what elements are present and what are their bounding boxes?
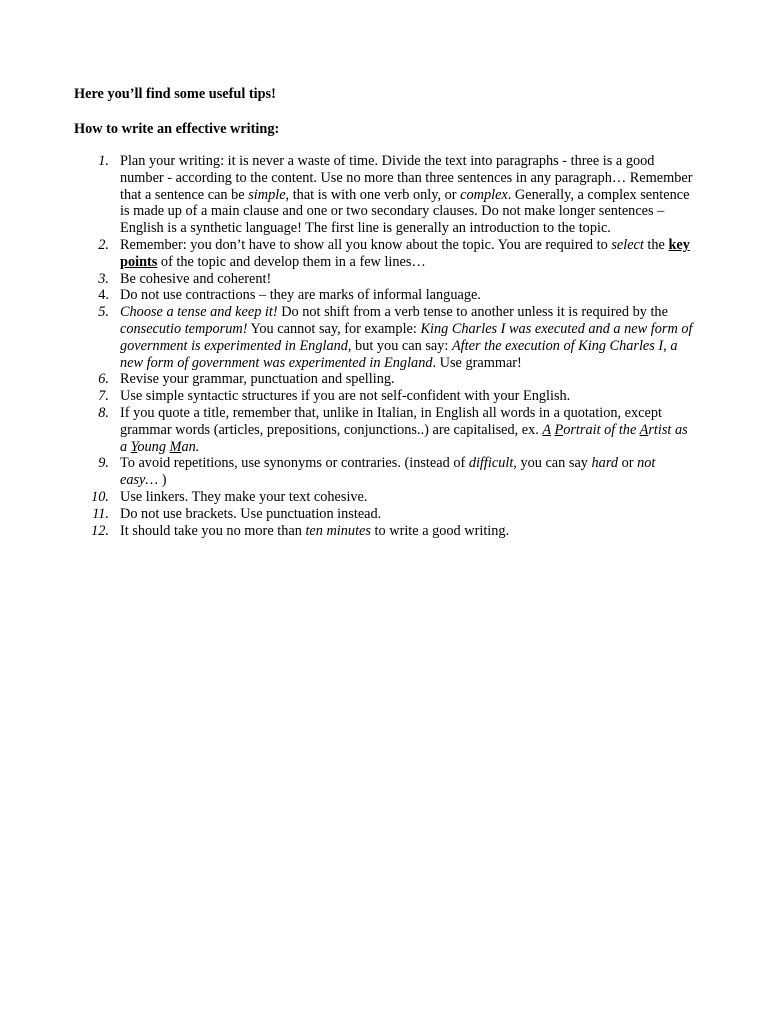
tip-text: Plan your writing: it is never a waste of time. Divide the text into paragraphs - three is a good number - according to the content. Use no more than three sentences in any paragraph… Remember that a sentence can be [120, 153, 693, 203]
tip-text: or [618, 455, 638, 472]
italic-text: A [542, 421, 551, 438]
tip-number: 9. [98, 455, 109, 472]
tip-text: Remember: you don’t have to show all you know about the topic. You are required to [120, 236, 612, 253]
tip-text: Revise your grammar, punctuation and spelling. [120, 371, 395, 388]
italic-text: P [554, 421, 564, 438]
italic-text: oung [137, 438, 170, 455]
tip-number: 7. [98, 388, 109, 405]
tip-number: 6. [98, 371, 109, 388]
tip-text: Do not shift from a verb tense to another unless it is required by the [277, 304, 668, 321]
tip-item [74, 523, 696, 540]
tip-item [74, 304, 696, 371]
italic-text: Y [130, 438, 138, 455]
italic-text: rtist as a [120, 421, 688, 455]
tips-list [74, 153, 696, 539]
italic-text: ten minutes [305, 522, 371, 539]
italic-text: King Charles I was executed and a new form of government is experimented in England [120, 320, 693, 354]
tip-text: , that is with one verb only, or [285, 186, 461, 203]
tip-number: 5. [98, 304, 109, 321]
tip-text: , you can say [513, 455, 592, 472]
italic-text: hard [591, 455, 618, 472]
tip-number: 12. [91, 522, 109, 539]
tip-item [74, 455, 696, 489]
tip-text: Use simple syntactic structures if you are not self-confident with your English. [120, 388, 571, 405]
tip-item [74, 388, 696, 405]
italic-text: select [611, 236, 644, 253]
intro-heading: Here you’ll find some useful tips! [74, 86, 276, 102]
tip-text: It should take you no more than [120, 522, 306, 539]
tip-text: To avoid repetitions, use synonyms or contraries. (instead of [120, 455, 469, 472]
tip-item [74, 287, 696, 304]
tip-text: to write a good writing. [370, 522, 510, 539]
italic-text: not easy… [120, 455, 656, 489]
tip-text: You cannot say, for example: [247, 320, 421, 337]
tip-text: , but you can say: [347, 337, 452, 354]
tip-text: of the topic and develop them in a few lines… [157, 253, 426, 270]
tip-text: Do not use brackets. Use punctuation instead. [120, 505, 382, 522]
italic-text: A [639, 421, 649, 438]
italic-text: an. [181, 438, 200, 455]
tip-item [74, 153, 696, 237]
italic-text: consecutio temporum! [120, 320, 248, 337]
tip-item [74, 506, 696, 523]
tip-number: 4. [98, 287, 109, 304]
tip-number: 11. [92, 505, 109, 522]
tip-number: 8. [98, 404, 109, 421]
tip-item [74, 237, 696, 271]
tip-text: the [643, 236, 669, 253]
tip-text: If you quote a title, remember that, unlike in Italian, in English all words in a quotation, except grammar words (articles, prepositions, conjunctions..) are capitalised, ex. [120, 404, 662, 438]
tip-number: 3. [98, 270, 109, 287]
italic-text: complex [460, 186, 508, 203]
tip-number: 10. [91, 488, 109, 505]
tip-item [74, 489, 696, 506]
italic-text: M [169, 438, 182, 455]
emphasis-text: key points [120, 236, 690, 270]
tip-item [74, 271, 696, 288]
tip-item [74, 405, 696, 455]
italic-text: ortrait of the [563, 421, 640, 438]
tip-text: Do not use contractions – they are marks of informal language. [120, 287, 481, 304]
tip-item [74, 371, 696, 388]
italic-text: simple [248, 186, 286, 203]
tip-text: . Generally, a complex sentence is made up of a main clause and one or two secondary clauses. Do not make longer sentences – English is a synthetic language! The first line is generally an introduction to the topic. [120, 186, 690, 237]
tip-text: ) [158, 472, 167, 489]
tip-text: Use linkers. They make your text cohesive. [120, 488, 368, 505]
tip-text: . Use grammar! [432, 354, 522, 371]
italic-text: After the execution of King Charles I, a new form of government was experimented in England [120, 337, 678, 371]
tip-number: 2. [98, 236, 109, 253]
tip-text: Be cohesive and coherent! [120, 270, 272, 287]
italic-text: Choose a tense and keep it! [120, 304, 278, 321]
tip-number: 1. [98, 153, 109, 169]
section-heading: How to write an effective writing: [74, 121, 280, 137]
italic-text: difficult [468, 455, 514, 472]
